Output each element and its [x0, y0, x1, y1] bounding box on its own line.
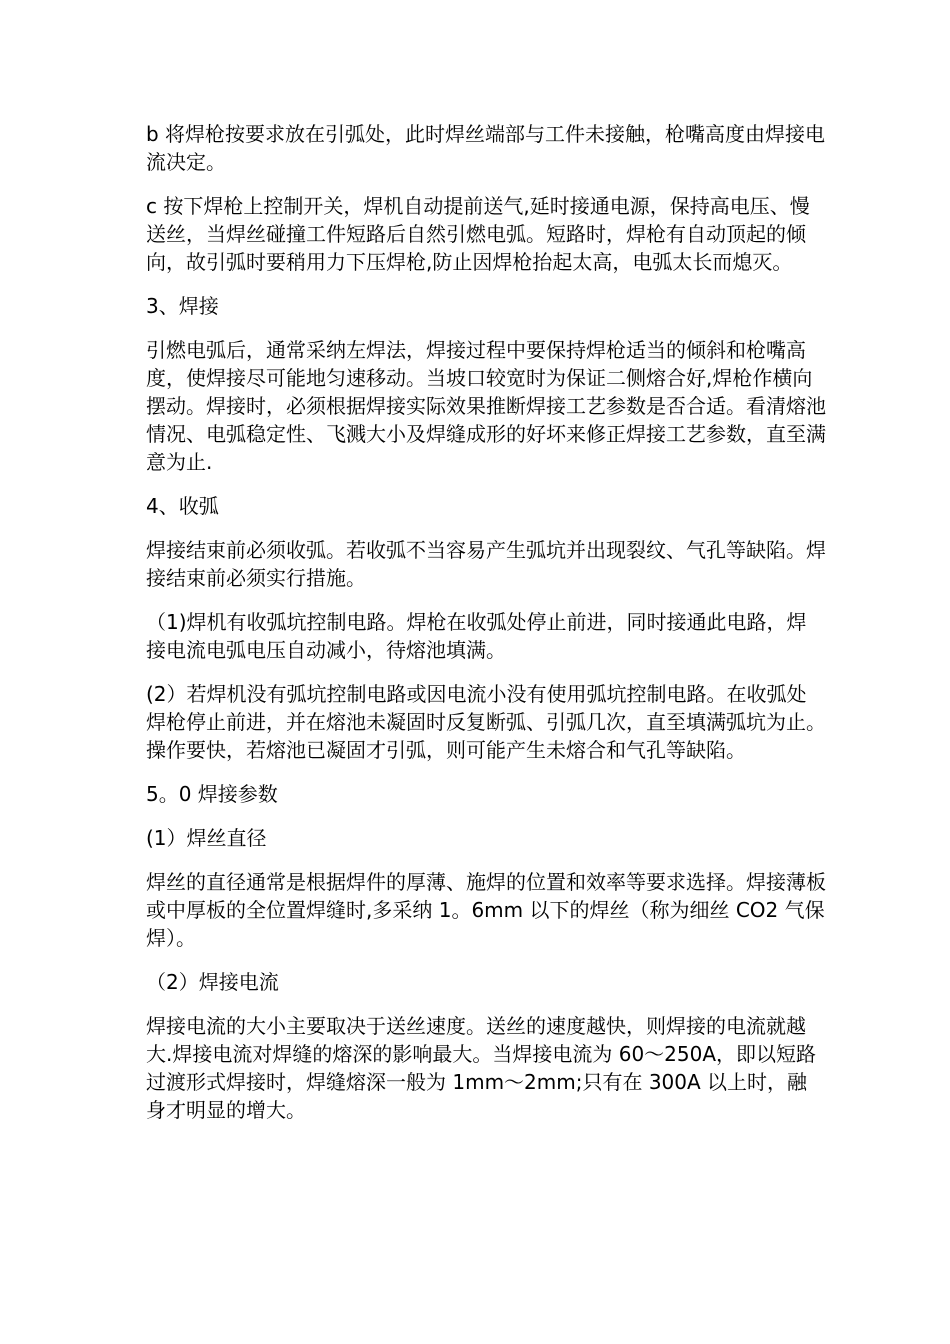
paragraph-wire-diameter: 焊丝的直径通常是根据焊件的厚薄、施焊的位置和效率等要求选择。焊接薄板或中厚板的全位置焊缝时,多采纳 1。6mm 以下的焊丝（称为细丝 CO2 气保焊）。	[146, 870, 826, 950]
section-heading-arc-end: 4、收弧	[146, 494, 219, 518]
section-heading-welding: 3、焊接	[146, 294, 219, 318]
paragraph-no-crater-control: (2）若焊机没有弧坑控制电路或因电流小没有使用弧坑控制电路。在收弧处焊枪停止前进，并在熔池未凝固时反复断弧、引弧几次，直至填满弧坑为止。操作要快，若熔池已凝固才引弧，则可能产生未熔合和气孔等缺陷。	[146, 682, 826, 762]
paragraph-arc-ignition: c 按下焊枪上控制开关，焊机自动提前送气,延时接通电源，保持高电压、慢送丝，当焊丝碰撞工件短路后自然引燃电弧。短路时，焊枪有自动顶起的倾向，故引弧时要稍用力下压焊枪,防止因焊枪抬起太高，电弧太长而熄灭。	[146, 194, 810, 274]
section-heading-welding-parameters: 5。0 焊接参数	[146, 782, 278, 806]
paragraph-arc-end-intro: 焊接结束前必须收弧。若收弧不当容易产生弧坑并出现裂纹、气孔等缺陷。焊接结束前必须实行措施。	[146, 538, 826, 590]
subheading-wire-diameter: (1）焊丝直径	[146, 826, 267, 850]
paragraph-welding-technique: 引燃电弧后，通常采纳左焊法，焊接过程中要保持焊枪适当的倾斜和枪嘴高度，使焊接尽可能地匀速移动。当坡口较宽时为保证二侧熔合好,焊枪作横向摆动。焊接时，必须根据焊接实际效果推断焊接工艺参数是否合适。看清熔池情况、电弧稳定性、飞溅大小及焊缝成形的好坏来修正焊接工艺参数，直至满意为止.	[146, 338, 826, 474]
paragraph-arc-start-position: b 将焊枪按要求放在引弧处，此时焊丝端部与工件未接触，枪嘴高度由焊接电流决定。	[146, 122, 826, 174]
document-body	[146, 120, 826, 1140]
subheading-welding-current: （2）焊接电流	[146, 970, 279, 994]
paragraph-welding-current: 焊接电流的大小主要取决于送丝速度。送丝的速度越快，则焊接的电流就越大.焊接电流对焊缝的熔深的影响最大。当焊接电流为 60～250A，即以短路过渡形式焊接时，焊缝熔深一般为 1mm～2mm;只有在 300A 以上时，融身才明显的增大。	[146, 1014, 817, 1122]
paragraph-crater-control-circuit: （1)焊机有收弧坑控制电路。焊枪在收弧处停止前进，同时接通此电路，焊接电流电弧电压自动减小，待熔池填满。	[146, 610, 807, 662]
